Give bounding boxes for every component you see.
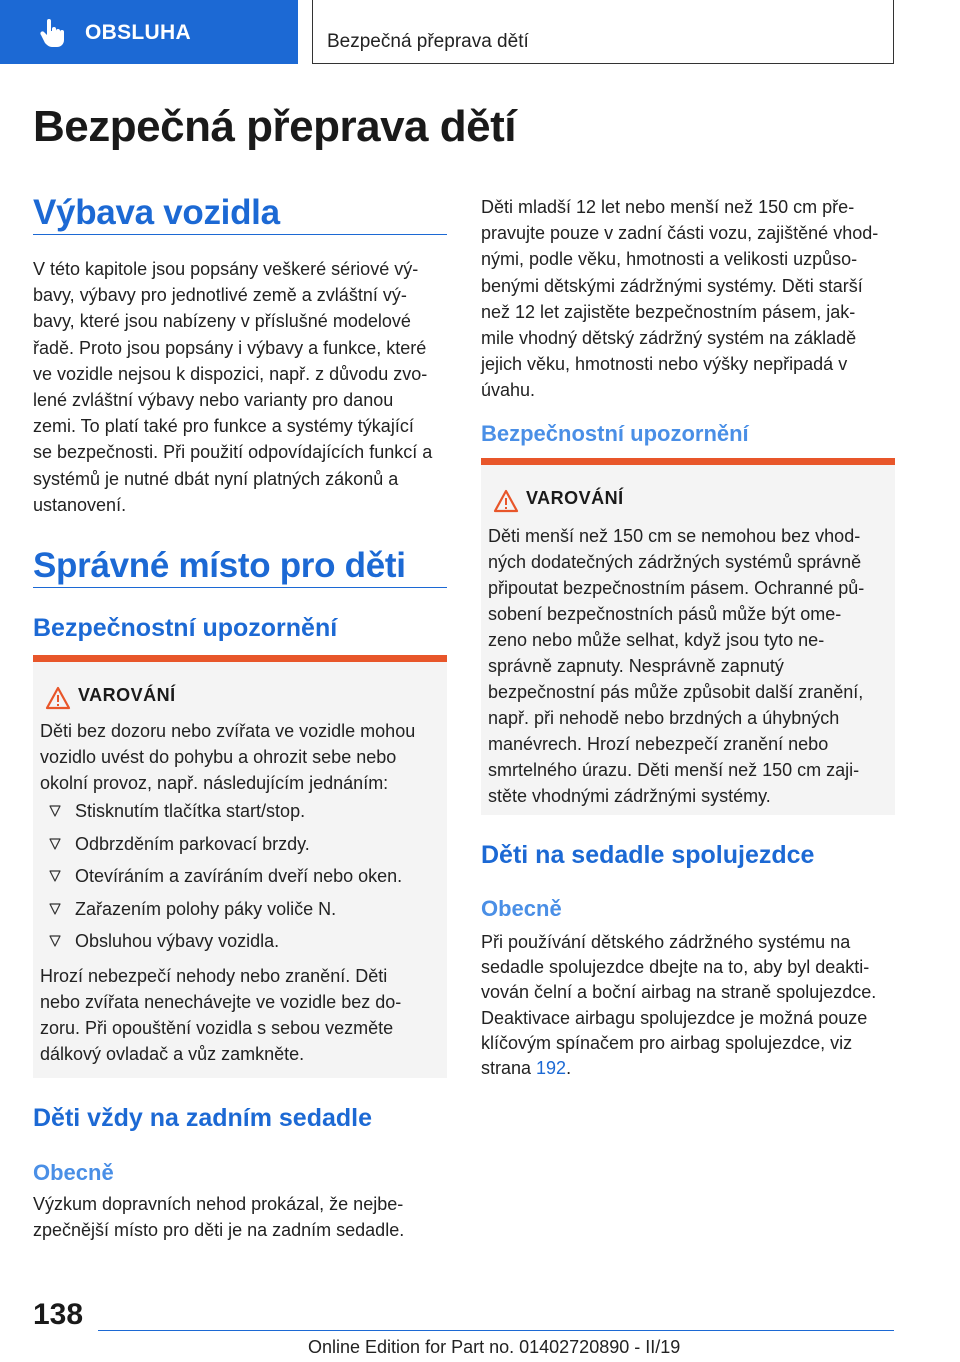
heading-spolujezdec: Děti na sedadle spolujezdce	[481, 841, 815, 869]
text-line: okolní provoz, např. následujícím jednáním:	[40, 773, 389, 793]
text-line: se bezpečnosti. Při použití odpovídajících funkcí a	[33, 442, 433, 463]
text-line: vován čelní a boční airbag na straně spolujezdce.	[481, 982, 877, 1003]
text-line: ve vozidle nejsou k dispozici, např. z důvodu zvo-	[33, 363, 428, 384]
text-line: zeno nebo může selhat, když jsou tyto ne-	[488, 630, 825, 650]
bullet-text: Obsluhou výbavy vozidla.	[75, 931, 280, 951]
text-line: ných dodatečných zádržných systémů správně	[488, 552, 862, 572]
text-line: zpečnější místo pro děti je na zadním sedadle.	[33, 1220, 405, 1240]
warning-box-left	[33, 655, 447, 1078]
text-line: Děti menší než 150 cm se nemohou bez vhod-	[488, 526, 861, 546]
text-line: Výzkum dopravních nehod prokázal, že nejbe-	[33, 1194, 404, 1214]
text-line: sobení bezpečnostních pásů může být ome-	[488, 604, 842, 624]
bullet-triangle-icon	[49, 903, 61, 915]
header-section-title-box	[312, 0, 894, 64]
header-section-title: Bezpečná přeprava dětí	[327, 31, 529, 52]
text-line: bezpečnostní pás může způsobit další zranění,	[488, 682, 864, 702]
text-line: V této kapitole jsou popsány veškeré sériové vý-	[33, 259, 419, 279]
text-line: pravujte pouze v zadní části vozu, zajištěné vhod-	[481, 223, 879, 244]
page-number: 138	[33, 1298, 84, 1331]
bullet-triangle-icon	[49, 870, 61, 882]
text-line: Děti mladší 12 let nebo menší než 150 cm pře-	[481, 197, 855, 217]
heading-safety-right: Bezpečnostní upozornění	[481, 421, 749, 446]
text-line: Deaktivace airbagu spolujezdce je možná pouze	[481, 1007, 868, 1028]
text-line: mile vhodný dětský zádržný systém na základě	[481, 328, 857, 348]
text-line: nými, podle věku, hmotnosti a velikosti uzpůso-	[481, 249, 858, 270]
text-line: zemi. To platí také pro funkce a systémy týkající	[33, 416, 414, 437]
text-line: benými dětskými zádržnými systémy. Děti starší	[481, 275, 863, 296]
bullet-text: Zařazením polohy páky voliče N.	[75, 898, 337, 919]
text-line: klíčovým spínačem pro airbag spolujezdce, viz	[481, 1032, 853, 1053]
bullet-triangle-icon	[49, 838, 61, 850]
text-line: systémů je nutné dbát nyní platných zákonů a	[33, 468, 399, 489]
page-reference-line: strana 192.	[481, 1058, 572, 1078]
text-line: řadě. Proto jsou popsány i výbavy a funkce, které	[33, 337, 427, 358]
bullet-triangle-icon	[49, 805, 61, 817]
heading-zadni-sedadlo: Děti vždy na zadním sedadle	[33, 1104, 372, 1132]
text-line: Hrozí nebezpečí nehody nebo zranění. Děti	[40, 965, 388, 986]
bullet-triangle-icon	[49, 935, 61, 947]
text-line: úvahu.	[481, 380, 536, 401]
footer-edition: Online Edition for Part no. 01402720890 - II/19	[308, 1337, 681, 1357]
text-line: sedadle spolujezdce dbejte na to, aby byl deakti-	[481, 957, 870, 978]
text-line: bavy, výbavy pro jednotlivé země a zvláštní vý-	[33, 285, 407, 306]
footer-rule	[98, 1330, 894, 1331]
warning-title: VAROVÁNÍ	[78, 685, 176, 705]
heading-spravne-misto: Správné místo pro děti	[33, 546, 406, 585]
warning-box-right	[481, 458, 895, 815]
text-line: stěte vhodnými zádržnými systémy.	[488, 786, 771, 806]
text-line: připoutat bezpečnostním pásem. Ochranné pů-	[488, 578, 865, 598]
text-line: dálkový ovladač a vůz zamkněte.	[40, 1043, 305, 1064]
text-line: zoru. Při opouštění vozidla s sebou vezměte	[40, 1017, 394, 1038]
section-tab-label: OBSLUHA	[85, 21, 191, 44]
subheading-obecne-left: Obecně	[33, 1160, 114, 1185]
page-reference-link[interactable]: 192	[536, 1058, 567, 1078]
bullet-text: Otevíráním a zavíráním dveří nebo oken.	[75, 866, 403, 886]
page-title: Bezpečná přeprava dětí	[33, 102, 516, 151]
warning-title: VAROVÁNÍ	[526, 488, 624, 508]
heading-vybava: Výbava vozidla	[33, 193, 280, 232]
heading-rule	[33, 234, 447, 235]
heading-safety-left: Bezpečnostní upozornění	[33, 614, 338, 642]
subheading-obecne-right: Obecně	[481, 896, 562, 921]
text-line: správně zapnuty. Nesprávně zapnutý	[488, 656, 784, 676]
bullet-text: Stisknutím tlačítka start/stop.	[75, 801, 306, 821]
text-line: Děti bez dozoru nebo zvířata ve vozidle mohou	[40, 721, 416, 741]
text-line: smrtelného úrazu. Děti menší než 150 cm zaji-	[488, 760, 860, 780]
hand-pointer-icon	[40, 19, 64, 47]
text-line: bavy, které jsou nabízeny v příslušné modelové	[33, 311, 411, 332]
section-tab[interactable]	[0, 0, 298, 64]
text-line: manévrech. Hrozí nebezpečí zranění nebo	[488, 734, 829, 754]
text-line: nebo zvířata nenechávejte ve vozidle bez do-	[40, 991, 402, 1012]
text-line: lené zvláštní výbavy nebo varianty pro danou	[33, 390, 394, 410]
bullet-text: Odbrzděním parkovací brzdy.	[75, 833, 310, 854]
text-line: Při používání dětského zádržného systému na	[481, 932, 851, 952]
warning-triangle-icon	[493, 489, 519, 513]
warning-triangle-icon	[45, 686, 71, 710]
text-line: vozidlo uvést do pohybu a ohrozit sebe nebo	[40, 747, 397, 767]
text-line: jejich věku, hmotnosti nebo výšky nepřipadá v	[481, 354, 848, 375]
text-line: např. při nehodě nebo brzdných a úhybných	[488, 708, 840, 728]
text-line: ustanovení.	[33, 494, 127, 515]
text-line: než 12 let zajistěte bezpečnostním pásem, jak-	[481, 301, 856, 322]
heading-rule	[33, 587, 447, 588]
